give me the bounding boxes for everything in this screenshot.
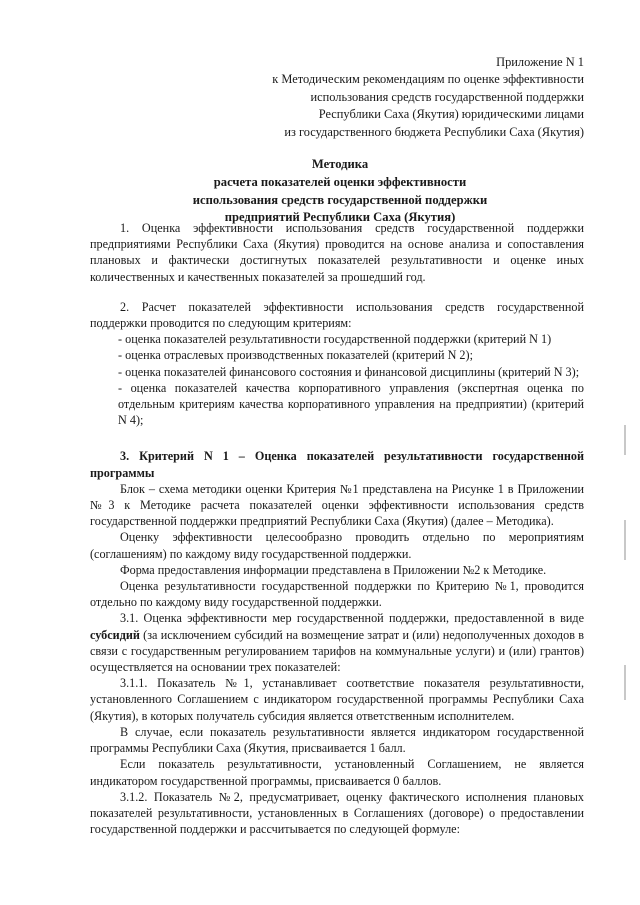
paragraph-3a: Блок – схема методики оценки Критерия №1 представлена на Рисунке 1 в Приложении №3 к Методике расчета показателей оценки эффективности использования средств государственной поддержки предприятий Республики Саха (Якутия) (далее – Методика). [90, 481, 584, 529]
paragraph-3-1-1-c: Если показатель результативности, установленный Соглашением, не является индикатором государственной программы, присваивается 0 баллов. [90, 757, 584, 788]
appendix-line: из государственного бюджета Республики Саха (Якутия) [284, 124, 584, 139]
paragraph-3b: Оценку эффективности целесообразно проводить отдельно по мероприятиям (соглашениям) по каждому виду государственной поддержки. [90, 530, 584, 561]
paragraph-3c: Форма предоставления информации представлена в Приложении №2 к Методике. [120, 562, 547, 577]
appendix-header [184, 54, 584, 141]
paragraph-1: 1. Оценка эффективности использования средств государственной поддержки предприятиями Республики Саха (Якутия) проводится на основе анализа и сопоставления плановых и фактически достигнутых показателей результативности и оценке иных количественных и качественных показателей за прошедший год. [90, 221, 584, 284]
paragraph-3-1-2: 3.1.2. Показатель №2, предусматривает, оценку фактического исполнения плановых показателей результативности, установленных в Соглашениях (договоре) о предоставлении государственной поддержки и рассчитывается по следующей формуле: [90, 789, 584, 837]
criterion-1: - оценка показателей результативности государственной поддержки (критерий N 1) [118, 332, 552, 347]
paragraph-3-1-end: (за исключением субсидий на возмещение затрат и (или) недополученных доходов в связи с государственным регулированием тарифов на коммунальные услуги) и (или) грантов) осуществляется на основании трех показателей: [90, 627, 584, 675]
criterion-3: - оценка показателей финансового состояния и финансовой дисциплины (критерий N 3); [118, 364, 580, 379]
subsidy-term: субсидий [90, 627, 140, 642]
appendix-number: Приложение N 1 [496, 55, 584, 69]
title-line: расчета показателей оценки эффективности [213, 174, 467, 189]
scan-edge-mark [624, 425, 626, 455]
section-3-heading: 3. Критерий N 1 – Оценка показателей результативности государственной программы [90, 449, 584, 480]
appendix-line: Республики Саха (Якутия) юридическими лицами [318, 107, 584, 122]
title-line: Методика [311, 157, 369, 171]
title-line: использования средств государственной поддержки [192, 192, 488, 207]
criterion-4: - оценка показателей качества корпоративного управления (экспертная оценка по отдельным критериям качества корпоративного управления на предприятии) (критерий N 4); [118, 380, 584, 428]
criterion-2: - оценка отраслевых производственных показателей (критерий N 2); [118, 348, 473, 363]
scan-edge-mark [624, 665, 626, 700]
document-body [90, 220, 584, 837]
paragraph-3d: Оценка результативности государственной поддержки по Критерию №1, проводится отдельно по каждому виду государственной поддержки. [90, 579, 584, 610]
appendix-line: использования средств государственной поддержки [310, 89, 584, 104]
paragraph-3-1 [90, 610, 584, 675]
scan-edge-mark [624, 520, 626, 560]
paragraph-3-1-start: 3.1. Оценка эффективности мер государственной поддержки, предоставленной в виде [120, 611, 584, 626]
title-line: предприятий Республики Саха (Якутия) [224, 210, 456, 225]
document-title [100, 156, 580, 227]
paragraph-3-1-1-b: В случае, если показатель результативности является индикатором государственной программы Республики Саха (Якутия, присваивается 1 балл. [90, 724, 584, 756]
appendix-line: к Методическим рекомендациям по оценке эффективности [272, 72, 584, 87]
paragraph-2: 2. Расчет показателей эффективности использования средств государственной поддержки проводится по следующим критериям: [90, 299, 584, 331]
paragraph-3-1-1: 3.1.1. Показатель №1, устанавливает соответствие показателя результативности, установленного Соглашением с индикатором государственной программы Республики Саха (Якутия), в которых получатель субсидия является ответственным исполнителем. [90, 676, 584, 723]
